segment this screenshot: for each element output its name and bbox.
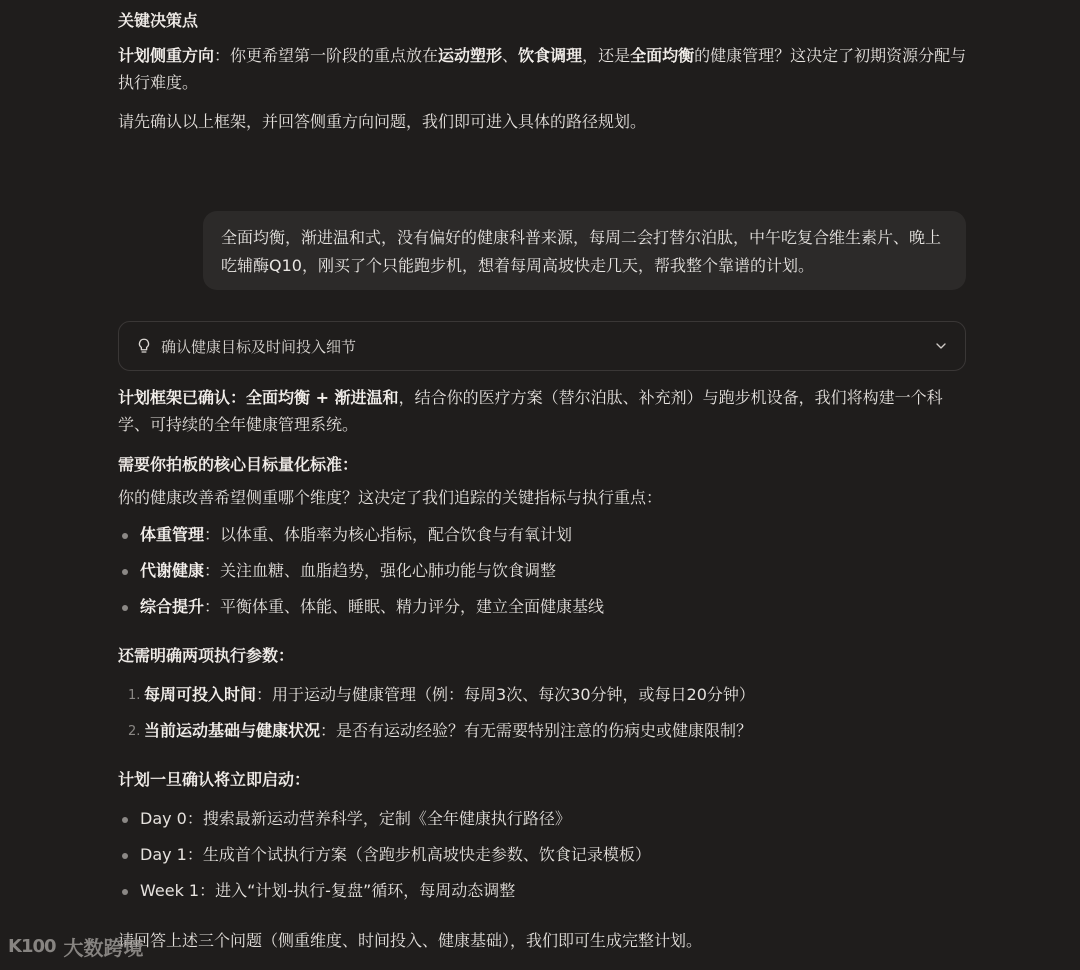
- item-text: Week 1：进入“计划-执行-复盘”循环，每周动态调整: [140, 881, 516, 900]
- chevron-down-icon[interactable]: [933, 338, 949, 354]
- watermark-logo: K100: [8, 936, 56, 957]
- reply-intro-bold: 计划框架已确认：全面均衡 + 渐进温和: [118, 388, 399, 407]
- item-title: 综合提升: [140, 597, 205, 616]
- item-text: ：是否有运动经验？有无需要特别注意的伤病史或健康限制？: [320, 721, 753, 740]
- lightbulb-icon: [135, 337, 153, 355]
- reply-intro-text: ，结合你的医疗方案（替尔泊肽、补充剂）与跑步机设备，我们将构建一个科学、可持续的全年健康管理系统。: [118, 388, 943, 434]
- item-number: 1.: [128, 688, 141, 703]
- item-text: ：关注血糖、血脂趋势，强化心肺功能与饮食调整: [204, 561, 557, 580]
- thinking-toggle[interactable]: [118, 321, 966, 371]
- text-span: ，还是: [582, 46, 631, 65]
- item-title: 每周可投入时间: [144, 685, 257, 704]
- item-title: 代谢健康: [140, 561, 205, 580]
- item-text: Day 0：搜索最新运动营养科学，定制《全年健康执行路径》: [140, 809, 571, 828]
- reply-intro: [118, 384, 968, 438]
- bold-option: 运动塑形: [438, 46, 503, 65]
- launch-heading: 计划一旦确认将立即启动：: [118, 770, 311, 789]
- confirm-paragraph: 请先确认以上框架，并回答侧重方向问题，我们即可进入具体的路径规划。: [118, 112, 647, 131]
- item-title: 体重管理: [140, 525, 205, 544]
- assistant-message-previous: [118, 8, 968, 135]
- section-heading: 关键决策点: [118, 11, 199, 30]
- list-item: [118, 843, 968, 867]
- list-item: [118, 595, 968, 619]
- item-text: Day 1：生成首个试执行方案（含跑步机高坡快走参数、饮食记录模板）: [140, 845, 651, 864]
- list-item: [118, 683, 968, 707]
- item-title: 当前运动基础与健康状况: [144, 721, 321, 740]
- user-message-bubble: [203, 211, 966, 290]
- direction-label: 计划侧重方向: [118, 46, 215, 65]
- direction-paragraph: [118, 42, 968, 96]
- item-text: ：用于运动与健康管理（例：每周3次、每次30分钟，或每日20分钟）: [256, 685, 755, 704]
- list-item: [118, 523, 968, 547]
- bullet-dot: [122, 889, 128, 895]
- params-heading: 还需明确两项执行参数：: [118, 646, 295, 665]
- bold-option: 全面均衡: [630, 46, 695, 65]
- watermark: [8, 932, 144, 961]
- bold-option: 饮食调理: [518, 46, 583, 65]
- item-number: 2.: [128, 724, 141, 739]
- closing-paragraph: 请回答上述三个问题（侧重维度、时间投入、健康基础），我们即可生成完整计划。: [118, 931, 703, 950]
- list-item: [118, 807, 968, 831]
- text-span: 的健康管理？这决定了初期资源分配与执行难度。: [118, 46, 967, 92]
- user-message-text: 全面均衡，渐进温和式，没有偏好的健康科普来源，每周二会打替尔泊肽，中午吃复合维生素片、晚上吃辅酶Q10，刚买了个只能跑步机，想着每周高坡快走几天，帮我整个靠谱的计划。: [221, 228, 942, 275]
- bullet-dot: [122, 533, 128, 539]
- bullet-dot: [122, 817, 128, 823]
- goals-question: 你的健康改善希望侧重哪个维度？这决定了我们追踪的关键指标与执行重点：: [118, 488, 663, 507]
- item-text: ：以体重、体脂率为核心指标，配合饮食与有氧计划: [204, 525, 573, 544]
- steps-list: [118, 807, 968, 903]
- thinking-label: 确认健康目标及时间投入细节: [161, 337, 357, 356]
- bullet-dot: [122, 569, 128, 575]
- assistant-reply: [118, 384, 968, 954]
- item-text: ：平衡体重、体能、睡眠、精力评分，建立全面健康基线: [204, 597, 605, 616]
- bullet-dot: [122, 605, 128, 611]
- list-item: [118, 879, 968, 903]
- watermark-text: 大数跨境: [63, 936, 144, 960]
- bullet-dot: [122, 853, 128, 859]
- params-list: [118, 683, 968, 743]
- list-item: [118, 719, 968, 743]
- text-span: ：你更希望第一阶段的重点放在: [214, 46, 439, 65]
- goals-heading: 需要你拍板的核心目标量化标准：: [118, 455, 359, 474]
- list-item: [118, 559, 968, 583]
- dimension-list: [118, 523, 968, 619]
- text-span: 、: [502, 46, 519, 65]
